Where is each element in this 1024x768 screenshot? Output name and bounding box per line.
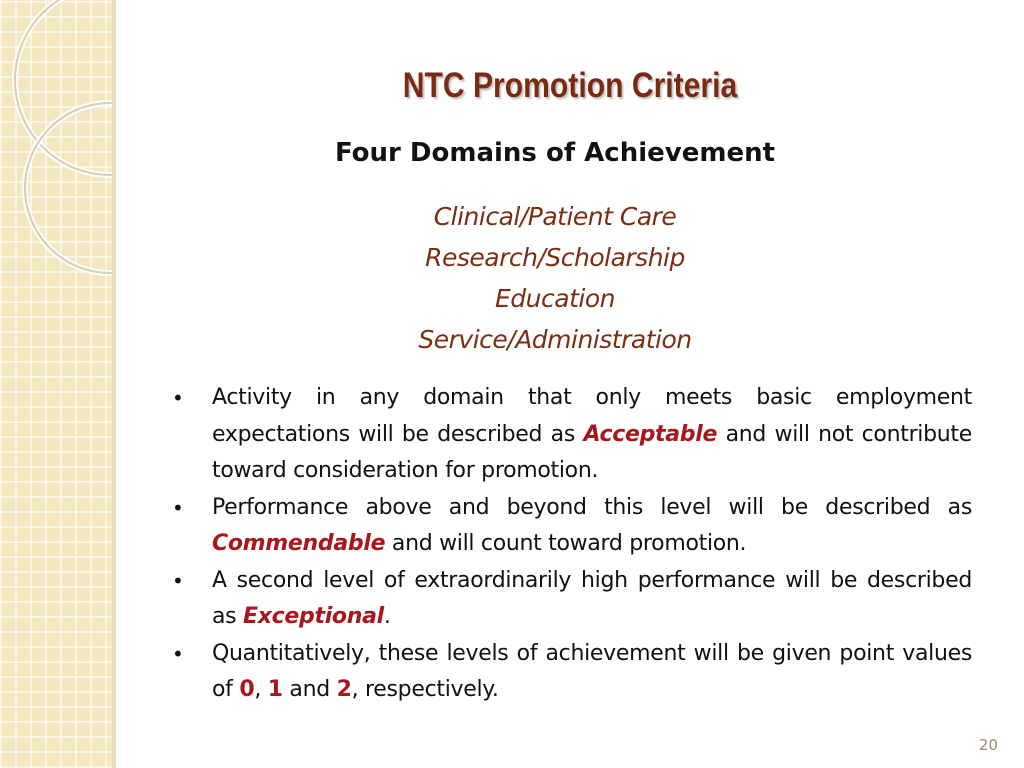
term-exceptional: Exceptional (243, 604, 384, 629)
bullet-text: A second level of extraordinarily high performance will be described as (212, 567, 972, 629)
bullet-item-exceptional (162, 563, 972, 636)
bullet-text: Performance above and beyond this level will be described as (212, 494, 972, 520)
sidebar-edge (112, 0, 116, 768)
bullet-item-acceptable (162, 380, 972, 490)
term-commendable: Commendable (212, 531, 386, 556)
bullet-dot-icon: • (172, 495, 184, 520)
bullet-dot-icon: • (172, 568, 184, 593)
bullet-text: Activity in any domain that only meets basic employment expectations will be described as (212, 385, 972, 447)
bullet-item-point-values (162, 636, 972, 709)
slide-title: NTC Promotion Criteria (402, 66, 738, 105)
point-value-0: 0 (239, 677, 255, 702)
page-number: 20 (978, 736, 998, 754)
term-acceptable: Acceptable (583, 421, 718, 447)
sidebar-circles-decoration (0, 0, 112, 768)
bullet-dot-icon: • (172, 641, 184, 666)
bullet-text: and will count toward promotion. (385, 531, 747, 556)
slide-subtitle: Four Domains of Achievement (334, 138, 776, 168)
point-value-1: 1 (267, 677, 283, 702)
domain-item: Research/Scholarship (425, 243, 685, 272)
bullet-text: and will not contribute toward consideration for promotion. (212, 421, 972, 483)
domain-item: Education (495, 284, 615, 313)
bullet-text: , respectively. (351, 677, 499, 702)
bullet-item-commendable (162, 490, 972, 563)
bullet-text: , (254, 677, 268, 702)
criteria-bullet-list (162, 380, 972, 709)
point-value-2: 2 (336, 677, 352, 702)
bullet-text: and (282, 677, 337, 702)
bullet-dot-icon: • (172, 386, 184, 410)
bullet-text: . (383, 604, 391, 629)
decorative-sidebar (0, 0, 112, 768)
bullet-text: Quantitatively, these levels of achievement will be given point values of (212, 640, 972, 702)
domains-list (300, 196, 810, 360)
domain-item: Service/Administration (418, 325, 692, 354)
domain-item: Clinical/Patient Care (433, 202, 677, 231)
